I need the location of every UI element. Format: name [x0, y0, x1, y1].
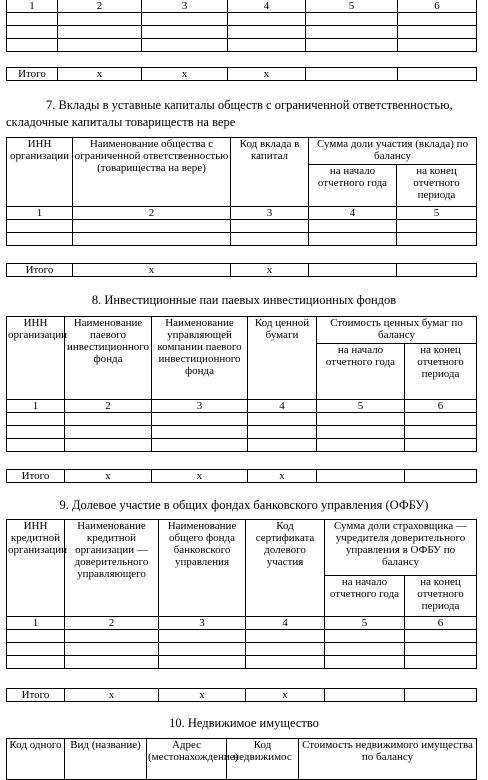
total-label: Итого [7, 68, 58, 81]
col-end: на конец отчетного периода [397, 165, 477, 207]
col-address: Адрес (местонахождение) [147, 739, 227, 780]
table-row [7, 426, 477, 439]
col-fund: Наименование общего фонда банковского управления [159, 520, 246, 617]
col-sum: Сумма доли участия (вклада) по балансу [309, 138, 477, 165]
col-inn: ИНН организации [7, 317, 65, 400]
top-table [6, 0, 477, 52]
col-code: Код ценной бумаги [248, 317, 317, 400]
num-3: 3 [142, 0, 228, 13]
table-row [7, 643, 477, 656]
total-label: Итого [7, 264, 73, 277]
col-sum: Сумма доли страховщика — учредителя доверительного управления в ОФБУ по балансу [325, 520, 477, 576]
col-value: Стоимость недвижимого имущества по балансу [299, 739, 477, 780]
num-6: 6 [398, 0, 477, 13]
col-kind: Вид (название) [65, 739, 147, 780]
section-8-table: ИНН организации Наименование паевого инвестиционного фонда Наименование управляющей компании паевого инвестиционного фонда Код ценной бумаги Стоимость ценных бумаг по балансу на начало отчетного года на конец отчетного периода 1 2 3 4 5 6 [6, 316, 477, 452]
col-manager: Наименование управляющей компании паевого инвестиционного фонда [152, 317, 248, 400]
total-label: Итого [7, 689, 65, 702]
col-code: Код вклада в капитал [231, 138, 309, 207]
table-row [7, 439, 477, 452]
num-5: 5 [306, 0, 398, 13]
table-row [7, 13, 477, 26]
col-code2: Код недвижимос [227, 739, 299, 780]
section-9-total-row: Итого x x x [6, 688, 477, 702]
section-7-table: ИНН организации Наименование общества с ограниченной ответственностью (товарищества на вере) Код вклада в капитал Сумма доли участия (вклада) по балансу на начало отчетного года на конец отчетного периода 1 2 3 4 5 [6, 137, 477, 246]
table-row [7, 220, 477, 233]
section-9-table: ИНН кредитной организации Наименование кредитной организации — доверительного управляющего Наименование общего фонда банковского управления Код сертификата долевого участия Сумма доли страховщика — учредителя доверительного управления в ОФБУ по балансу на начало отчетного года на конец отчетного периода 1 2 3 4 5 6 [6, 519, 477, 669]
col-end: на конец отчетного периода [405, 575, 477, 616]
section-7-heading: 7. Вклады в уставные капиталы обществ с ограниченной ответственностью, складочные капиталы товариществ на вере [6, 98, 453, 129]
col-inn: ИНН кредитной организации [7, 520, 65, 617]
section-8-heading: 8. Инвестиционные паи паевых инвестиционных фондов [91, 293, 397, 307]
section-10-heading: 10. Недвижимое имущество [169, 716, 319, 730]
col-name: Наименование общества с ограниченной ответственностью (товарищества на вере) [73, 138, 231, 207]
table-row [7, 656, 477, 669]
section-8-total-row: Итого x x x [6, 469, 477, 483]
col-code: Код сертификата долевого участия [246, 520, 325, 617]
section-7-total-row: Итого x x [6, 263, 477, 277]
table-row [7, 39, 477, 52]
col-code: Код одного [7, 739, 65, 780]
top-total-row: Итого x x x [6, 67, 477, 81]
col-end: на конец отчетного периода [405, 344, 477, 400]
table-row [7, 233, 477, 246]
num-2: 2 [58, 0, 142, 13]
col-start: на начало отчетного года [309, 165, 397, 207]
col-fund: Наименование паевого инвестиционного фонда [65, 317, 152, 400]
table-row [7, 413, 477, 426]
section-10-table [6, 738, 477, 780]
col-inn: ИНН организации [7, 138, 73, 207]
total-label: Итого [7, 470, 65, 483]
col-start: на начало отчетного года [317, 344, 405, 400]
table-row [7, 630, 477, 643]
num-4: 4 [228, 0, 306, 13]
col-value: Стоимость ценных бумаг по балансу [317, 317, 477, 344]
section-9-heading: 9. Долевое участие в общих фондах банковского управления (ОФБУ) [59, 498, 429, 512]
table-row [7, 26, 477, 39]
col-start: на начало отчетного года [325, 575, 405, 616]
num-1: 1 [7, 0, 58, 13]
col-bank: Наименование кредитной организации — доверительного управляющего [65, 520, 159, 617]
